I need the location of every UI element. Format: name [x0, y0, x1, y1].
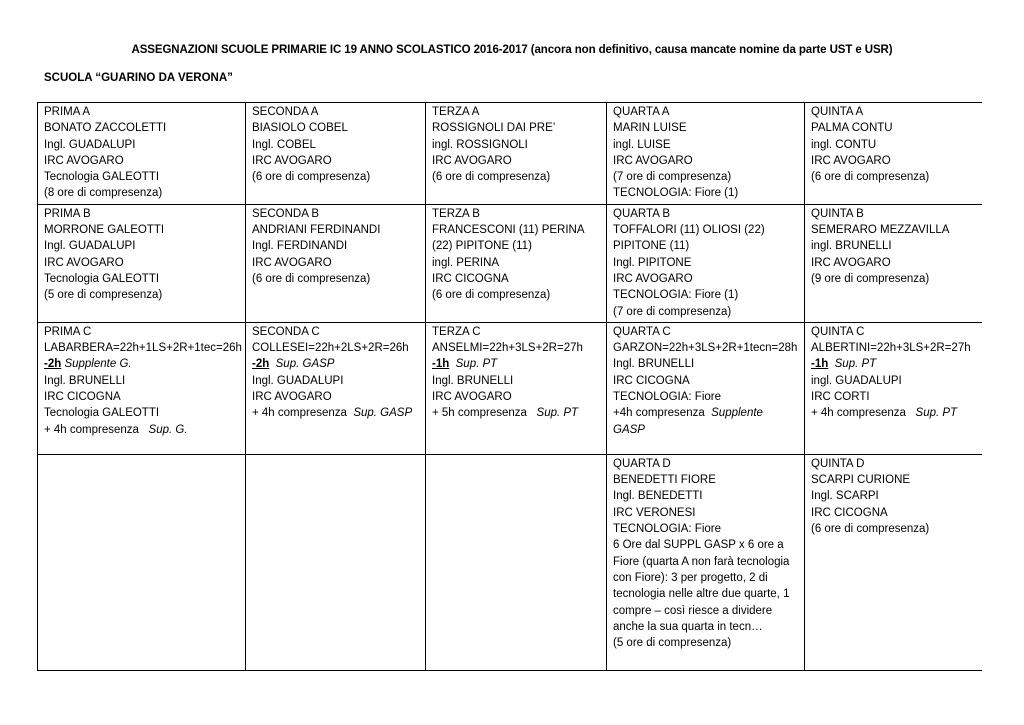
irc-teacher: IRC AVOGARO	[252, 391, 332, 404]
hours-formula: GARZON=22h+3LS+2R+1tecn=28h	[613, 342, 798, 355]
english-teacher: Ingl. BENEDETTI	[613, 490, 703, 503]
table-row	[38, 103, 982, 205]
compresenza-hours: + 5h compresenza	[432, 407, 527, 420]
compresenza-hours: (7 ore di compresenza)	[613, 305, 732, 318]
class-name: QUINTA B	[811, 207, 864, 220]
english-teacher: Ingl. GUADALUPI	[252, 374, 344, 387]
english-teacher: Ingl. BRUNELLI	[432, 374, 514, 387]
english-teacher: ingl. LUISE	[613, 138, 671, 151]
technology-teacher: TECNOLOGIA: Fiore (1)	[613, 187, 739, 200]
teachers: SCARPI CURIONE	[811, 474, 911, 487]
compresenza-addition	[432, 405, 600, 421]
compresenza-addition	[613, 405, 798, 438]
cell-prima-c	[38, 322, 246, 454]
irc-teacher: IRC CICOGNA	[613, 374, 690, 387]
class-name: PRIMA B	[44, 207, 91, 220]
teachers-continued: (22) PIPITONE (11)	[432, 240, 532, 253]
english-teacher: Ingl. FERDINANDI	[252, 240, 348, 253]
english-teacher: Ingl. BRUNELLI	[44, 374, 126, 387]
teachers-continued: PIPITONE (11)	[613, 240, 690, 253]
irc-teacher: IRC AVOGARO	[252, 256, 332, 269]
irc-teacher: IRC AVOGARO	[811, 154, 891, 167]
reduction-hours: -1h	[811, 358, 829, 371]
class-name: TERZA B	[432, 207, 480, 220]
reduction-hours: -2h	[252, 358, 270, 371]
cell-prima-a	[38, 103, 246, 205]
english-teacher: ingl. GUADALUPI	[811, 374, 902, 387]
cell-terza-c	[426, 322, 607, 454]
cell-empty	[246, 454, 426, 670]
cell-quinta-c	[805, 322, 982, 454]
compresenza-note: Sup. PT	[536, 407, 579, 420]
compresenza-hours: (8 ore di compresenza)	[44, 187, 163, 200]
hours-reduction	[44, 356, 239, 372]
english-teacher: Ingl. SCARPI	[811, 490, 879, 503]
hours-formula: LABARBERA=22h+1LS+2R+1tec=26h	[44, 342, 242, 355]
compresenza-addition	[44, 422, 239, 438]
teachers: MARIN LUISE	[613, 122, 687, 135]
compresenza-hours: (6 ore di compresenza)	[252, 171, 371, 184]
compresenza-hours: (7 ore di compresenza)	[613, 171, 732, 184]
irc-teacher: IRC AVOGARO	[44, 256, 124, 269]
irc-teacher: IRC AVOGARO	[811, 256, 891, 269]
irc-teacher: IRC AVOGARO	[252, 154, 332, 167]
teachers: SEMERARO MEZZAVILLA	[811, 224, 950, 237]
irc-teacher: IRC CICOGNA	[432, 272, 509, 285]
cell-seconda-a	[246, 103, 426, 205]
compresenza-hours: +4h compresenza	[613, 407, 705, 420]
compresenza-hours: (6 ore di compresenza)	[432, 289, 551, 302]
english-teacher: ingl. ROSSIGNOLI	[432, 138, 528, 151]
cell-seconda-c	[246, 322, 426, 454]
class-name: TERZA C	[432, 325, 481, 338]
technology-teacher: Tecnologia GALEOTTI	[44, 407, 160, 420]
irc-teacher: IRC AVOGARO	[613, 154, 693, 167]
teachers: TOFFALORI (11) OLIOSI (22)	[613, 224, 765, 237]
class-name: PRIMA A	[44, 106, 91, 118]
teachers: BIASIOLO COBEL	[252, 122, 348, 135]
class-name: SECONDA B	[252, 207, 320, 220]
compresenza-hours: (6 ore di compresenza)	[811, 523, 930, 536]
compresenza-hours: (6 ore di compresenza)	[811, 171, 930, 184]
class-name: QUARTA D	[613, 457, 671, 470]
cell-quarta-a	[607, 103, 805, 205]
table-row	[38, 454, 982, 670]
english-teacher: Ingl. PIPITONE	[613, 256, 692, 269]
irc-teacher: IRC CICOGNA	[811, 506, 888, 519]
hours-reduction	[432, 356, 600, 372]
teachers: BENEDETTI FIORE	[613, 474, 716, 487]
compresenza-hours: + 4h compresenza	[44, 423, 139, 436]
compresenza-hours: (5 ore di compresenza)	[613, 637, 732, 650]
cell-empty	[38, 454, 246, 670]
compresenza-addition	[811, 405, 976, 421]
cell-terza-a	[426, 103, 607, 205]
table-row	[38, 322, 982, 454]
assignments-table	[37, 102, 982, 671]
reduction-hours: -1h	[432, 358, 450, 371]
compresenza-hours: (6 ore di compresenza)	[432, 171, 551, 184]
english-teacher: Ingl. GUADALUPI	[44, 138, 136, 151]
compresenza-hours: (9 ore di compresenza)	[811, 272, 930, 285]
cell-terza-b	[426, 204, 607, 322]
compresenza-addition	[252, 405, 419, 421]
hours-formula: ALBERTINI=22h+3LS+2R=27h	[811, 342, 971, 355]
technology-teacher: TECNOLOGIA: Fiore	[613, 391, 721, 404]
class-name: QUARTA B	[613, 207, 671, 220]
english-teacher: ingl. BRUNELLI	[811, 240, 892, 253]
assignment-note: 6 Ore dal SUPPL GASP x 6 ore a Fiore (quarta A non farà tecnologia con Fiore): 3 per progetto, 2 di tecnologia nelle altre due quarte, 1 compre – così riesce a dividere anche la sua quarta in tecn…	[613, 539, 790, 633]
irc-teacher: IRC AVOGARO	[432, 154, 512, 167]
reduction-note: Sup. PT	[455, 358, 498, 371]
reduction-hours: -2h	[44, 358, 62, 371]
cell-quinta-b	[805, 204, 982, 322]
compresenza-hours: (5 ore di compresenza)	[44, 289, 163, 302]
irc-teacher: IRC CICOGNA	[44, 391, 121, 404]
compresenza-note: Sup. PT	[915, 407, 958, 420]
english-teacher: ingl. PERINA	[432, 256, 500, 269]
technology-teacher: Tecnologia GALEOTTI	[44, 272, 160, 285]
reduction-note: Sup. PT	[834, 358, 877, 371]
english-teacher: Ingl. BRUNELLI	[613, 358, 695, 371]
cell-quarta-d	[607, 454, 805, 670]
irc-teacher: IRC AVOGARO	[432, 391, 512, 404]
compresenza-hours: + 4h compresenza	[252, 407, 347, 420]
class-name: QUINTA A	[811, 106, 864, 118]
class-name: QUINTA D	[811, 457, 865, 470]
hours-reduction	[811, 356, 976, 372]
class-name: PRIMA C	[44, 325, 92, 338]
cell-quarta-b	[607, 204, 805, 322]
cell-quinta-a	[805, 103, 982, 205]
cell-empty	[426, 454, 607, 670]
technology-teacher: TECNOLOGIA: Fiore	[613, 523, 721, 536]
irc-teacher: IRC AVOGARO	[613, 272, 693, 285]
cell-prima-b	[38, 204, 246, 322]
cell-quinta-d	[805, 454, 982, 670]
cell-quarta-c	[607, 322, 805, 454]
teachers: FRANCESCONI (11) PERINA	[432, 224, 585, 237]
teachers: MORRONE GALEOTTI	[44, 224, 165, 237]
table-row	[38, 204, 982, 322]
document-title: ASSEGNAZIONI SCUOLE PRIMARIE IC 19 ANNO SCOLASTICO 2016-2017 (ancora non definitivo, causa mancate nomine da parte UST e USR)	[131, 44, 893, 56]
teachers: PALMA CONTU	[811, 122, 893, 135]
english-teacher: Ingl. COBEL	[252, 138, 316, 151]
reduction-note: Supplente G.	[64, 358, 132, 371]
class-name: QUARTA A	[613, 106, 670, 118]
cell-seconda-b	[246, 204, 426, 322]
class-name: QUINTA C	[811, 325, 865, 338]
compresenza-hours: (6 ore di compresenza)	[252, 272, 371, 285]
compresenza-hours: + 4h compresenza	[811, 407, 906, 420]
class-name: SECONDA C	[252, 325, 320, 338]
compresenza-note: Supplente GASP	[613, 407, 763, 436]
irc-teacher: IRC AVOGARO	[44, 154, 124, 167]
class-name: TERZA A	[432, 106, 480, 118]
compresenza-note: Sup. GASP	[353, 407, 413, 420]
hours-formula: ANSELMI=22h+3LS+2R=27h	[432, 342, 583, 355]
technology-teacher: Tecnologia GALEOTTI	[44, 171, 160, 184]
class-name: SECONDA A	[252, 106, 319, 118]
technology-teacher: TECNOLOGIA: Fiore (1)	[613, 289, 739, 302]
reduction-note: Sup. GASP	[275, 358, 335, 371]
hours-reduction	[252, 356, 419, 372]
hours-formula: COLLESEI=22h+2LS+2R=26h	[252, 342, 409, 355]
school-name: SCUOLA “GUARINO DA VERONA”	[44, 72, 233, 84]
class-name: QUARTA C	[613, 325, 671, 338]
irc-teacher: IRC CORTI	[811, 391, 870, 404]
compresenza-note: Sup. G.	[148, 423, 188, 436]
english-teacher: Ingl. GUADALUPI	[44, 240, 136, 253]
english-teacher: ingl. CONTU	[811, 138, 877, 151]
teachers: ROSSIGNOLI DAI PRE’	[432, 122, 556, 135]
teachers: BONATO ZACCOLETTI	[44, 122, 167, 135]
teachers: ANDRIANI FERDINANDI	[252, 224, 381, 237]
irc-teacher: IRC VERONESI	[613, 506, 696, 519]
